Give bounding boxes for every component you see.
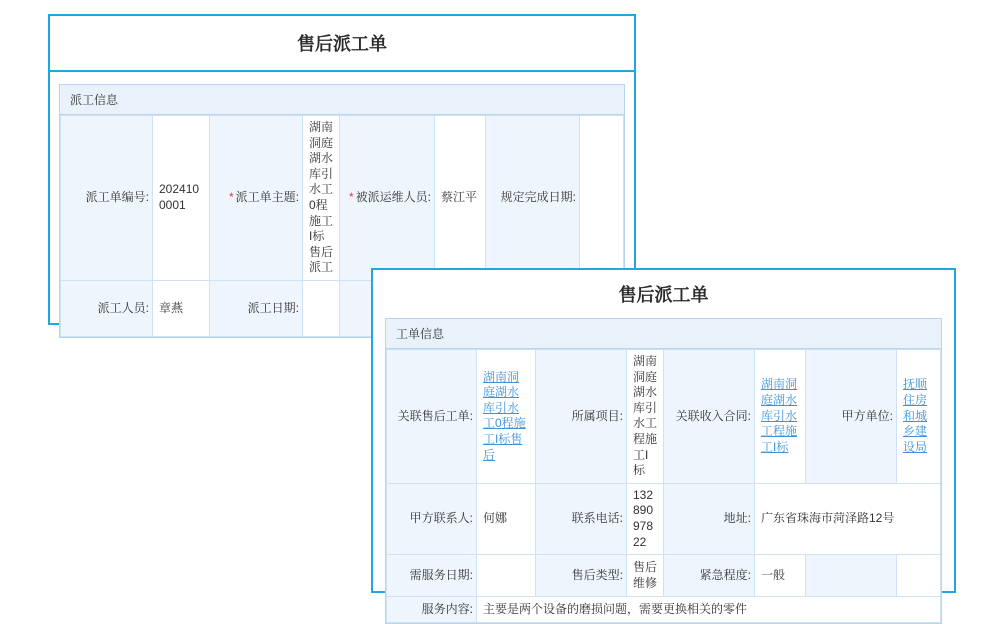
- table-row: [387, 555, 941, 597]
- required-star-icon: *: [348, 190, 354, 205]
- dispatch-subject-label: * 派工单主题:: [210, 116, 303, 281]
- table-row: [387, 350, 941, 484]
- address-label: 地址:: [664, 483, 755, 554]
- work-order-info-section: [385, 318, 942, 624]
- table-row: [61, 116, 624, 281]
- section-header-dispatch-info: 派工信息: [60, 85, 624, 115]
- contract-value: [755, 350, 806, 484]
- table-row: [387, 597, 941, 623]
- service-date-value: [477, 555, 536, 597]
- deadline-value: [580, 116, 624, 281]
- empty-value-cell: [897, 555, 941, 597]
- related-order-label: 关联售后工单:: [387, 350, 477, 484]
- contract-link[interactable]: 湖南洞庭湖水库引水工程施工I标: [761, 377, 798, 454]
- project-label: 所属项目:: [536, 350, 627, 484]
- contract-label: 关联收入合同:: [664, 350, 755, 484]
- dispatch-date-value: [303, 280, 340, 336]
- service-type-value: 售后维修: [627, 555, 664, 597]
- related-order-value: [477, 350, 536, 484]
- phone-label: 联系电话:: [536, 483, 627, 554]
- assignee-label: * 被派运维人员:: [340, 116, 435, 281]
- party-a-link[interactable]: 抚顺住房和城乡建设局: [903, 377, 928, 454]
- assignee-value: 蔡江平: [435, 116, 486, 281]
- deadline-label: 规定完成日期:: [486, 116, 580, 281]
- related-order-link[interactable]: 湖南洞庭湖水库引水工0程施工I标售后: [483, 369, 526, 462]
- urgency-label: 紧急程度:: [664, 555, 755, 597]
- contact-label: 甲方联系人:: [387, 483, 477, 554]
- service-type-label: 售后类型:: [536, 555, 627, 597]
- dispatch-no-value: 2024100001: [153, 116, 210, 281]
- work-order-info-table: [386, 349, 941, 623]
- empty-label-cell: [806, 555, 897, 597]
- party-a-label: 甲方单位:: [806, 350, 897, 484]
- dispatch-order-panel-front: [371, 268, 956, 616]
- dispatch-no-label: 派工单编号:: [61, 116, 153, 281]
- service-content-value: 主要是两个设备的磨损问题，需要更换相关的零件: [477, 597, 941, 623]
- contact-value: 何娜: [477, 483, 536, 554]
- table-row: [387, 483, 941, 554]
- address-value: 广东省珠海市菏泽路12号: [755, 483, 941, 554]
- project-value: 湖南洞庭湖水库引水工程施工I标: [627, 350, 664, 484]
- section-header-work-order-info: 工单信息: [386, 319, 941, 349]
- party-a-value: [897, 350, 941, 484]
- dispatcher-value: 章燕: [153, 280, 210, 336]
- service-date-label: 需服务日期:: [387, 555, 477, 597]
- urgency-value: 一般: [755, 555, 806, 597]
- dispatch-subject-value: 湖南洞庭湖水库引水工0程施工I标售后派工: [303, 116, 340, 281]
- page-title: 售后派工单: [50, 16, 634, 72]
- dispatch-date-label: 派工日期:: [210, 280, 303, 336]
- page-title: 售后派工单: [618, 285, 709, 305]
- phone-value: 13289097822: [627, 483, 664, 554]
- required-star-icon: *: [228, 190, 234, 205]
- dispatcher-label: 派工人员:: [61, 280, 153, 336]
- service-content-label: 服务内容:: [387, 597, 477, 623]
